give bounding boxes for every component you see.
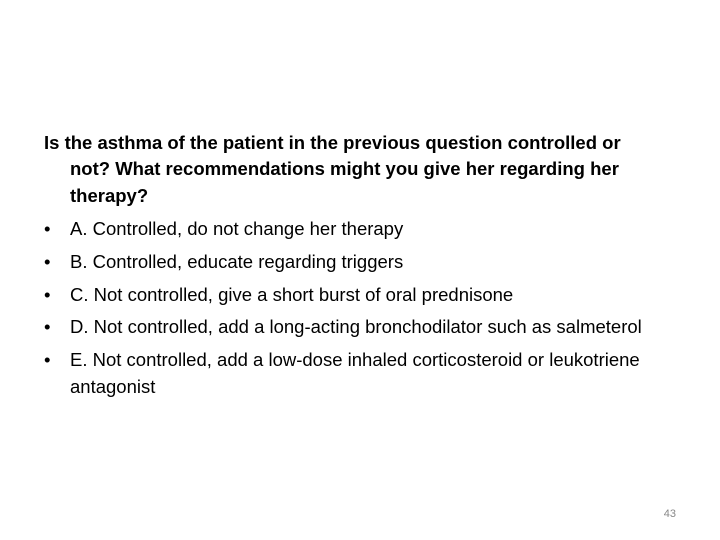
bullet-icon: • bbox=[44, 349, 51, 371]
bullet-icon: • bbox=[44, 250, 51, 272]
answer-option-c bbox=[44, 282, 664, 308]
answer-option-text: D. Not controlled, add a long-acting bronchodilator such as salmeterol bbox=[70, 316, 642, 338]
answer-option-text: B. Controlled, educate regarding triggers bbox=[70, 250, 404, 272]
answer-option-text: A. Controlled, do not change her therapy bbox=[70, 217, 404, 239]
answer-option-a bbox=[44, 216, 664, 242]
answer-option-b bbox=[44, 249, 664, 275]
answer-options-list bbox=[44, 216, 664, 400]
slide-content bbox=[44, 130, 664, 400]
bullet-icon: • bbox=[44, 217, 51, 239]
answer-option-d bbox=[44, 314, 664, 340]
answer-option-e bbox=[44, 347, 664, 400]
question-text: Is the asthma of the patient in the previous question controlled or not? What recommendations might you give her regarding her therapy? bbox=[44, 132, 621, 206]
bullet-icon: • bbox=[44, 283, 51, 305]
answer-option-text: E. Not controlled, add a low-dose inhaled corticosteroid or leukotriene antagonist bbox=[70, 349, 640, 397]
bullet-icon: • bbox=[44, 316, 51, 338]
answer-option-text: C. Not controlled, give a short burst of oral prednisone bbox=[70, 283, 514, 305]
page-number: 43 bbox=[663, 508, 676, 520]
